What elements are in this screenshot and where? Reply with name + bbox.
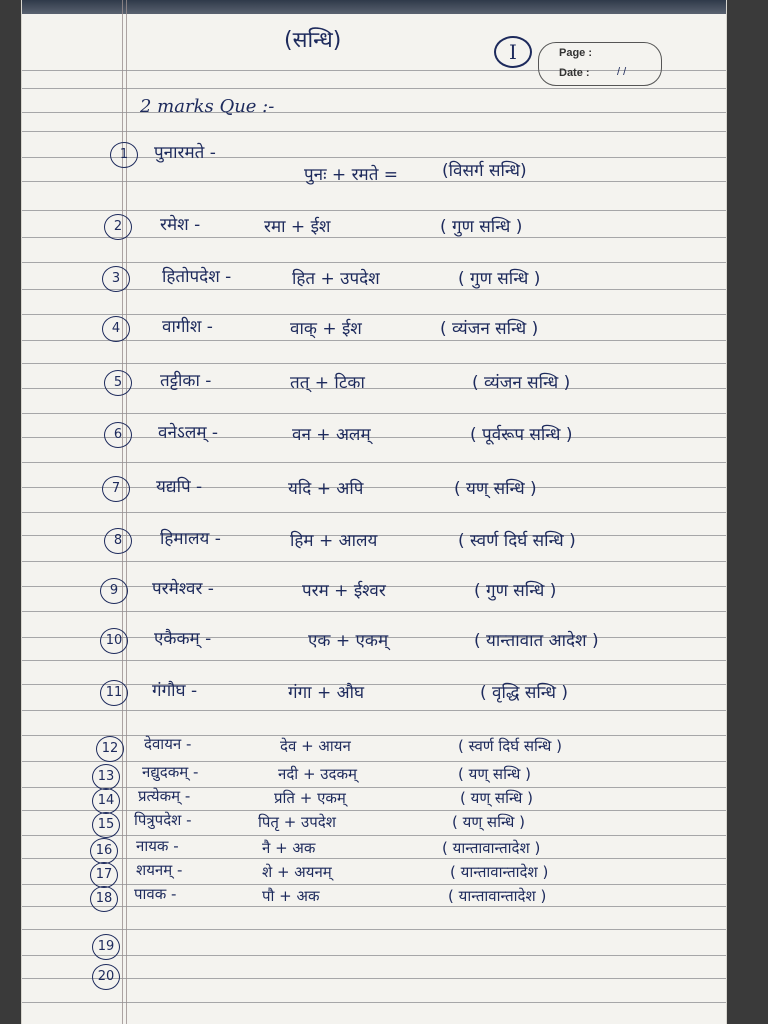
page-label: Page : (559, 47, 593, 59)
ruled-line (22, 314, 726, 315)
ruled-line (22, 978, 726, 979)
sandhi-word: हिमालय - (160, 529, 221, 549)
section-heading: 2 marks Que :- (140, 96, 275, 117)
ruled-line (22, 561, 726, 562)
sandhi-split: पितृ + उपदेश (258, 813, 336, 831)
entry-number: 10 (100, 628, 128, 654)
ruled-line (22, 131, 726, 132)
entry-number: 3 (102, 266, 130, 292)
sandhi-word: वागीश - (162, 317, 213, 337)
ruled-line (22, 787, 726, 788)
sandhi-split: प्रति + एकम् (274, 789, 346, 807)
ruled-line (22, 735, 726, 736)
entry-number: 9 (100, 578, 128, 604)
entry-number: 17 (90, 862, 118, 888)
sandhi-type: ( व्यंजन सन्धि ) (440, 319, 539, 339)
sandhi-split: यदि + अपि (288, 479, 364, 499)
sandhi-word: पित्रुपदेश - (134, 811, 192, 829)
ruled-line (22, 858, 726, 859)
entry-number: 8 (104, 528, 132, 554)
sandhi-type: ( यण् सन्धि ) (454, 479, 537, 499)
sandhi-type: ( यण् सन्धि ) (452, 813, 525, 831)
entry-number: 19 (92, 934, 120, 960)
sandhi-split: वन + अलम् (292, 425, 371, 445)
ruled-line (22, 512, 726, 513)
sandhi-type: (विसर्ग सन्धि) (442, 161, 527, 181)
entry-number: 5 (104, 370, 132, 396)
sandhi-type: ( पूर्वरूप सन्धि ) (470, 425, 573, 445)
sandhi-type: ( गुण सन्धि ) (458, 269, 541, 289)
entry-number: 6 (104, 422, 132, 448)
sandhi-word: हितोपदेश - (162, 267, 232, 287)
sandhi-split: नदी + उदकम् (278, 765, 357, 783)
sandhi-word: एकैकम् - (154, 629, 212, 649)
sandhi-word: गंगौघ - (152, 681, 198, 701)
sandhi-type: ( यण् सन्धि ) (460, 789, 533, 807)
sandhi-word: परमेश्वर - (152, 579, 214, 599)
sandhi-type: ( यण् सन्धि ) (458, 765, 531, 783)
notebook-page (22, 0, 726, 1024)
sandhi-split: तत् + टिका (290, 373, 365, 393)
page-title: (सन्धि) (284, 28, 342, 53)
ruled-line (22, 413, 726, 414)
date-value: / / (617, 66, 627, 78)
ruled-line (22, 262, 726, 263)
sandhi-type: ( स्वर्ण दिर्घ सन्धि ) (458, 531, 576, 551)
sandhi-word: देवायन - (144, 735, 192, 753)
sandhi-type: ( वृद्धि सन्धि ) (480, 683, 568, 703)
ruled-line (22, 289, 726, 290)
sandhi-type: ( गुण सन्धि ) (474, 581, 557, 601)
sandhi-split: रमा + ईश (264, 217, 331, 237)
sandhi-word: प्रत्येकम् - (138, 787, 191, 805)
entry-number: 4 (102, 316, 130, 342)
sandhi-type: ( व्यंजन सन्धि ) (472, 373, 571, 393)
ruled-line (22, 237, 726, 238)
ruled-line (22, 112, 726, 113)
sandhi-word: शयनम् - (136, 861, 183, 879)
entry-number: 15 (92, 812, 120, 838)
sandhi-type: ( स्वर्ण दिर्घ सन्धि ) (458, 737, 562, 755)
sandhi-type: ( गुण सन्धि ) (440, 217, 523, 237)
sandhi-split: गंगा + औघ (288, 683, 365, 703)
sandhi-split: एक + एकम् (308, 631, 389, 651)
ruled-line (22, 884, 726, 885)
sandhi-word: वनेऽलम् - (158, 423, 219, 443)
ruled-line (22, 660, 726, 661)
sandhi-split: शे + अयनम् (262, 863, 332, 881)
entry-number: 2 (104, 214, 132, 240)
sandhi-type: ( यान्तावात आदेश ) (474, 631, 599, 651)
ruled-line (22, 88, 726, 89)
ruled-line (22, 810, 726, 811)
entry-number: 18 (90, 886, 118, 912)
ruled-line (22, 929, 726, 930)
date-label: Date : (559, 67, 590, 79)
sandhi-split: देव + आयन (280, 737, 351, 755)
entry-number: 11 (100, 680, 128, 706)
sandhi-word: यद्यपि - (156, 477, 203, 497)
page-top-edge (22, 0, 726, 14)
sandhi-split: हिम + आलय (290, 531, 378, 551)
entry-number: 20 (92, 964, 120, 990)
entry-number: 16 (90, 838, 118, 864)
ruled-line (22, 611, 726, 612)
sandhi-word: पावक - (134, 885, 177, 903)
sandhi-word: तट्टीका - (160, 371, 212, 391)
sandhi-type: ( यान्तावान्तादेश ) (450, 863, 549, 881)
entry-number: 13 (92, 764, 120, 790)
sandhi-word: नायक - (136, 837, 179, 855)
sandhi-type: ( यान्तावान्तादेश ) (448, 887, 547, 905)
entry-number: 1 (110, 142, 138, 168)
ruled-line (22, 835, 726, 836)
entry-number: 14 (92, 788, 120, 814)
sandhi-word: पुनारमते - (154, 143, 216, 163)
ruled-line (22, 710, 726, 711)
sandhi-split: हित + उपदेश (292, 269, 380, 289)
ruled-line (22, 462, 726, 463)
ruled-line (22, 210, 726, 211)
ruled-line (22, 363, 726, 364)
ruled-line (22, 761, 726, 762)
ruled-line (22, 906, 726, 907)
ruled-line (22, 955, 726, 956)
sandhi-word: नद्युदकम् - (142, 763, 199, 781)
sandhi-split: नै + अक (262, 839, 316, 857)
ruled-line (22, 684, 726, 685)
sandhi-split: वाक् + ईश (290, 319, 362, 339)
section-number: I (494, 36, 532, 68)
ruled-line (22, 340, 726, 341)
entry-number: 12 (96, 736, 124, 762)
sandhi-split: परम + ईश्वर (302, 581, 386, 601)
ruled-line (22, 1002, 726, 1003)
entry-number: 7 (102, 476, 130, 502)
sandhi-word: रमेश - (160, 215, 201, 235)
sandhi-type: ( यान्तावान्तादेश ) (442, 839, 541, 857)
page-date-box (538, 42, 662, 86)
sandhi-split: पौ + अक (262, 887, 320, 905)
sandhi-split: पुनः + रमते = (304, 165, 399, 185)
